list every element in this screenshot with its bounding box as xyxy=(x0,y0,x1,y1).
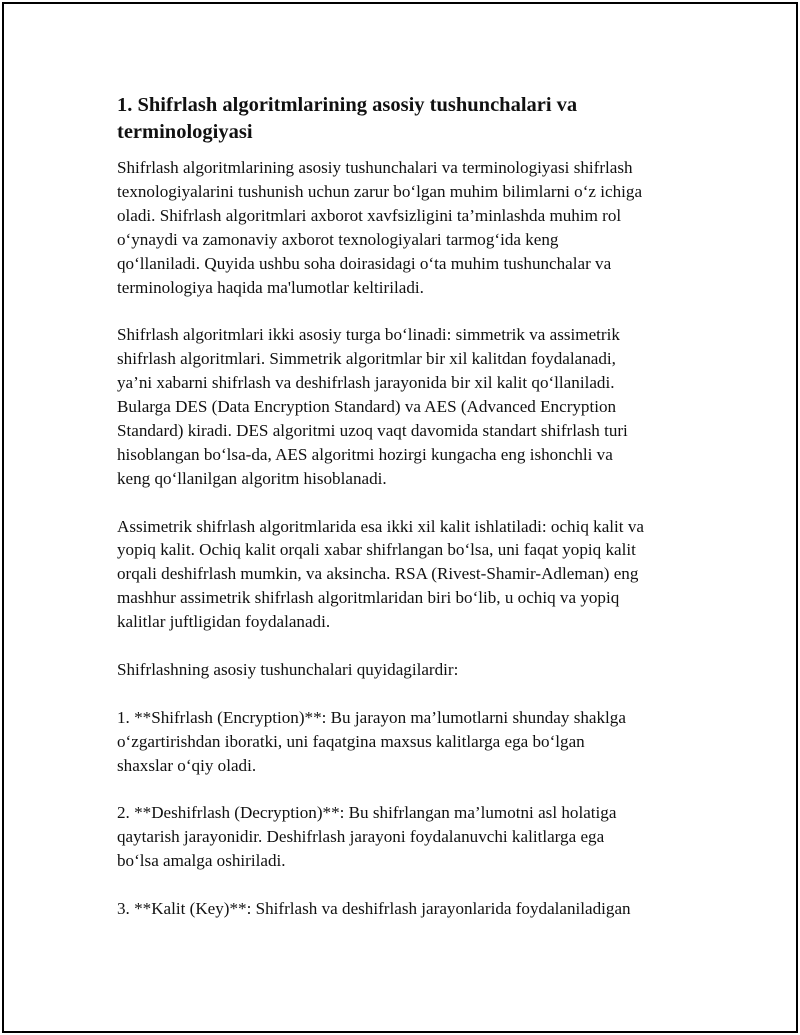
text-line: yopiq kalit. Ochiq kalit orqali xabar shifrlangan bo‘lsa, uni faqat yopiq kalit xyxy=(117,540,636,560)
text-line: oladi. Shifrlash algoritmlari axborot xavfsizligini ta’minlashda muhim rol xyxy=(117,205,622,225)
text-line: Shifrlashning asosiy tushunchalari quyidagilardir: xyxy=(117,659,459,679)
text-line: o‘ynaydi va zamonaviy axborot texnologiyalari tarmog‘ida keng xyxy=(117,229,559,249)
list-item-decryption xyxy=(117,801,697,873)
text-line: Bularga DES (Data Encryption Standard) va AES (Advanced Encryption xyxy=(117,397,617,417)
paragraph-concepts-intro xyxy=(117,658,697,682)
heading-line: 1. Shifrlash algoritmlarining asosiy tushunchalari va xyxy=(117,94,578,116)
text-line: bo‘lsa amalga oshiriladi. xyxy=(117,851,286,871)
text-line: 2. **Deshifrlash (Decryption)**: Bu shifrlangan ma’lumotni asl holatiga xyxy=(117,803,617,823)
list-item-key xyxy=(117,897,697,921)
section-heading xyxy=(117,92,697,146)
list-item-encryption xyxy=(117,706,697,778)
text-line: Shifrlash algoritmlarining asosiy tushunchalari va terminologiyasi shifrlash xyxy=(117,158,633,177)
text-line: terminologiya haqida ma'lumotlar keltiriladi. xyxy=(117,277,424,297)
text-line: orqali deshifrlash mumkin, va aksincha. RSA (Rivest-Shamir-Adleman) eng xyxy=(117,564,639,584)
text-line: kalitlar juftligidan foydalanadi. xyxy=(117,612,331,632)
text-line: Assimetrik shifrlash algoritmlarida esa ikki xil kalit ishlatiladi: ochiq kalit va xyxy=(117,516,644,536)
text-line: qo‘llaniladi. Quyida ushbu soha doirasidagi o‘ta muhim tushunchalar va xyxy=(117,253,612,273)
text-line: o‘zgartirishdan iboratki, uni faqatgina maxsus kalitlarga ega bo‘lgan xyxy=(117,731,585,751)
text-line: 1. **Shifrlash (Encryption)**: Bu jarayon ma’lumotlarni shunday shaklga xyxy=(117,707,626,727)
document-body xyxy=(117,92,697,945)
text-line: ya’ni xabarni shifrlash va deshifrlash jarayonida bir xil kalit qo‘llaniladi. xyxy=(117,373,615,393)
heading-line: terminologiyasi xyxy=(117,121,253,143)
paragraph-intro xyxy=(117,156,697,299)
text-line: Standard) kiradi. DES algoritmi uzoq vaqt davomida standart shifrlash turi xyxy=(117,420,628,440)
text-line: qaytarish jarayonidir. Deshifrlash jarayoni foydalanuvchi kalitlarga ega xyxy=(117,827,605,847)
text-line: mashhur assimetrik shifrlash algoritmlaridan biri bo‘lib, u ochiq va yopiq xyxy=(117,588,620,608)
text-line: 3. **Kalit (Key)**: Shifrlash va deshifrlash jarayonlarida foydalaniladigan xyxy=(117,899,631,918)
text-line: shaxslar o‘qiy oladi. xyxy=(117,755,257,775)
text-line: texnologiyalarini tushunish uchun zarur bo‘lgan muhim bilimlarni o‘z ichiga xyxy=(117,181,643,201)
paragraph-asymmetric xyxy=(117,515,697,635)
paragraph-symmetric xyxy=(117,323,697,490)
text-line: Shifrlash algoritmlari ikki asosiy turga bo‘linadi: simmetrik va assimetrik xyxy=(117,325,620,345)
text-line: keng qo‘llanilgan algoritm hisoblanadi. xyxy=(117,468,387,488)
text-line: hisoblangan bo‘lsa-da, AES algoritmi hozirgi kungacha eng ishonchli va xyxy=(117,444,613,464)
text-line: shifrlash algoritmlari. Simmetrik algoritmlar bir xil kalitdan foydalanadi, xyxy=(117,349,616,369)
